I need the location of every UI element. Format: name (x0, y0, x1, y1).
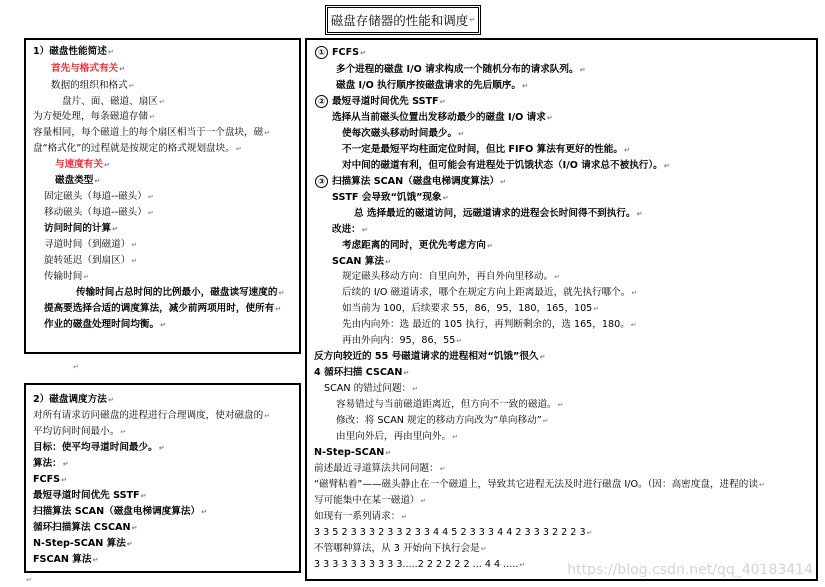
text-line: 总 选择最近的磁道访问，远磁道请求的进程会长时间得不到执行。↵ (354, 208, 643, 219)
text-line-content: 改进： (332, 224, 361, 235)
text-line-content: 旋转延迟（到扇区） (44, 255, 131, 266)
text-line: 对所有请求访问磁盘的进程进行合理调度，使对磁盘的↵ (33, 410, 271, 421)
text-line-content: 算法： (33, 458, 62, 469)
text-line-content: 2）磁盘调度方法 (33, 394, 107, 405)
text-line-content: 首先与格式有关 (51, 63, 119, 74)
text-line: 目标：使平均寻道时间最少。↵ (33, 442, 165, 453)
number-badge: ③ (315, 175, 328, 188)
text-line-content: 与速度有关 (55, 159, 103, 170)
text-line: N-Step-SCAN 算法↵ (33, 538, 133, 549)
text-line: 2）磁盘调度方法↵ (33, 394, 114, 405)
text-line-content: 前述最近寻道算法共同问题： (314, 463, 439, 474)
text-line-content: 平均访问时间最小。 (33, 426, 120, 437)
text-line-content: 最短寻道时间优先 SSTF (332, 96, 439, 107)
text-line-content: N-Step-SCAN (314, 447, 385, 458)
text-line: ① FCFS↵ (315, 45, 366, 61)
text-line: 数据的组织和格式↵ (51, 80, 135, 91)
text-line: SCAN 的错过问题：↵ (324, 383, 419, 394)
text-line-content: 为方便处理，每条磁道存储 (33, 111, 149, 122)
text-line: 扫描算法 SCAN（磁盘电梯调度算法）↵ (33, 506, 207, 517)
text-line: 再由外向内：95，86，55↵ (342, 335, 463, 346)
text-line-content: 循环扫描算法 CSCAN (33, 522, 131, 533)
text-line: 修改：将 SCAN 规定的移动方向改为“单向移动”↵ (336, 415, 549, 426)
text-line: 写可能集中在某一磁道）↵ (314, 495, 427, 506)
text-line-content: 对中间的磁道有利，但可能会有进程处于饥饿状态（I/O 请求总不被执行）。 (342, 160, 663, 171)
text-line: ② 最短寻道时间优先 SSTF↵ (315, 94, 445, 110)
text-line: 循环扫描算法 CSCAN↵ (33, 522, 138, 533)
text-line-content: 不管哪种算法，从 3 开始向下执行会是 (314, 543, 480, 554)
text-line-content: 如现有一系列请求： (314, 511, 401, 522)
text-line-content: 总 选择最近的磁道访问，远磁道请求的进程会长时间得不到执行。 (354, 208, 636, 219)
text-line-content: “磁臂粘着”——磁头静止在一个磁道上，导致其它进程无法及时进行磁盘 I/O。（因：高密度盘，进程的读 (314, 479, 758, 490)
text-line-content: 盘“格式化”的过程就是按规定的格式规划盘块。 (33, 143, 235, 154)
text-line-content: 反方向较近的 55 号磁道请求的进程相对“饥饿”很久 (314, 351, 539, 362)
stray-mark: ↵ (73, 363, 79, 371)
text-line-content: 寻道时间（到磁道） (44, 239, 131, 250)
text-line: 固定磁头（每道--磁头）↵ (44, 191, 154, 202)
text-line: 与速度有关↵ (55, 159, 110, 170)
text-line-content: 容量相同，每个磁道上的每个扇区相当于一个盘块，磁 (33, 127, 264, 138)
text-line-content: 后续的 I/O 磁道请求，哪个在规定方向上距离最近，就先执行哪个。 (342, 287, 631, 298)
text-line: 多个进程的磁盘 I/O 请求构成一个随机分布的请求队列。↵ (336, 64, 586, 75)
stray-mark: ↵ (26, 576, 32, 584)
text-line: N-Step-SCAN↵ (314, 447, 392, 458)
text-line: 首先与格式有关↵ (51, 63, 126, 74)
text-line-content: 规定磁头移动方向：自里向外，再自外向里移动。 (342, 271, 554, 282)
text-line-content: 提高要选择合适的调度算法，减少前两项用时，使所有 (44, 303, 275, 314)
text-line: 寻道时间（到磁道）↵ (44, 239, 138, 250)
watermark: https://blog.csdn.net/qq_40183414 (567, 562, 813, 578)
text-line: 对中间的磁道有利，但可能会有进程处于饥饿状态（I/O 请求总不被执行）。↵ (342, 160, 670, 171)
text-line: 平均访问时间最小。↵ (33, 426, 127, 437)
text-line: 最短寻道时间优先 SSTF↵ (33, 490, 147, 501)
text-line-content: 访问时间的计算 (44, 223, 112, 234)
text-line: 改进：↵ (332, 224, 368, 235)
text-line-content: 扫描算法 SCAN（磁盘电梯调度算法） (33, 506, 201, 517)
text-line: 先由内向外：选 最近的 105 执行，再判断剩余的，选 165，180。↵ (342, 319, 637, 330)
text-line-content: 容易错过与当前磁道距离近，但方向不一致的磁道。 (336, 399, 557, 410)
number-badge: ① (315, 46, 328, 59)
text-line-content: N-Step-SCAN 算法 (33, 538, 126, 549)
text-line-content: 对所有请求访问磁盘的进程进行合理调度，使对磁盘的 (33, 410, 264, 421)
text-line: 盘“格式化”的过程就是按规定的格式规划盘块。↵ (33, 143, 242, 154)
text-line: 如当前为 100，后续要求 55，86，95，180，165，105↵ (342, 303, 600, 314)
text-line-content: FCFS (332, 47, 360, 58)
text-line: 磁盘 I/O 执行顺序按磁盘请求的先后顺序。↵ (336, 80, 528, 91)
text-line: 不一定是最短平均柱面定位时间，但比 FIFO 算法有更好的性能。↵ (342, 144, 630, 155)
text-line-content: 3 3 5 2 3 3 3 2 3 3 2 3 3 4 4 5 2 3 3 3 4 4 2 3 3 3 2 2 2 3 (314, 527, 586, 538)
text-line: 反方向较近的 55 号磁道请求的进程相对“饥饿”很久↵ (314, 351, 546, 362)
number-badge: ② (315, 95, 328, 108)
text-line: 1）磁盘性能简述↵ (33, 46, 114, 57)
text-line: 如现有一系列请求：↵ (314, 511, 408, 522)
text-line-content: 先由内向外：选 最近的 105 执行，再判断剩余的，选 165，180。 (342, 319, 630, 330)
text-line-content: 盘片、面、磁道、扇区 (62, 96, 158, 107)
text-line-content: 传输时间占总时间的比例最小，磁盘读写速度的 (76, 287, 278, 298)
text-line-content: 选择从当前磁头位置出发移动最少的磁盘 I/O 请求 (332, 112, 546, 123)
text-line-content: 固定磁头（每道--磁头） (44, 191, 147, 202)
text-line-content: 考虑距离的同时，更优先考虑方向 (342, 240, 486, 251)
text-line: 考虑距离的同时，更优先考虑方向↵ (342, 240, 493, 251)
text-line-content: 扫描算法 SCAN（磁盘电梯调度算法） (332, 176, 500, 187)
text-line-content: SCAN 算法 (332, 256, 384, 267)
text-line-content: 作业的磁盘处理时间均衡。 (44, 319, 160, 330)
text-line-content: 如当前为 100，后续要求 55，86，95，180，165，105 (342, 303, 593, 314)
text-line: 访问时间的计算↵ (44, 223, 119, 234)
text-line: 后续的 I/O 磁道请求，哪个在规定方向上距离最近，就先执行哪个。↵ (342, 287, 638, 298)
text-line: 为方便处理，每条磁道存储↵ (33, 111, 155, 122)
text-line-content: 使每次磁头移动时间最少。 (342, 128, 458, 139)
text-line-content: 移动磁头（每道--磁头） (44, 207, 147, 218)
text-line: 传输时间↵ (44, 271, 90, 282)
text-line-content: 再由外向内：95，86，55 (342, 335, 456, 346)
text-line: FCFS↵ (33, 474, 67, 485)
page-title-box: 磁盘存储器的性能和调度 ↵ (325, 5, 481, 35)
text-line-content: FCFS (33, 474, 61, 485)
text-line: 移动磁头（每道--磁头）↵ (44, 207, 154, 218)
text-line: 规定磁头移动方向：自里向外，再自外向里移动。↵ (342, 271, 560, 282)
text-line: 磁盘类型↵ (55, 175, 101, 186)
text-line-content: 写可能集中在某一磁道） (314, 495, 420, 506)
text-line-content: 最短寻道时间优先 SSTF (33, 490, 140, 501)
text-line: 使每次磁头移动时间最少。↵ (342, 128, 464, 139)
text-line: 容量相同，每个磁道上的每个扇区相当于一个盘块，磁↵ (33, 127, 271, 138)
text-line: 传输时间占总时间的比例最小，磁盘读写速度的↵ (76, 287, 285, 298)
text-line: 3 3 3 3 3 3 3 3 3 3.....2 2 2 2 2 2 ... 4 4 .....↵ (314, 559, 526, 570)
text-line-content: 4 循环扫描 CSCAN (314, 367, 403, 378)
text-line: FSCAN 算法↵ (33, 554, 99, 565)
text-line-content: 3 3 3 3 3 3 3 3 3 3.....2 2 2 2 2 2 ... 4 4 ..... (314, 559, 519, 570)
text-line-content: 磁盘类型 (55, 175, 94, 186)
text-line: 旋转延迟（到扇区）↵ (44, 255, 138, 266)
text-line-content: SSTF 会导致“饥饿”现象 (332, 192, 442, 203)
text-line-content: 多个进程的磁盘 I/O 请求构成一个随机分布的请求队列。 (336, 64, 579, 75)
text-line: 前述最近寻道算法共同问题：↵ (314, 463, 446, 474)
text-line: 选择从当前磁头位置出发移动最少的磁盘 I/O 请求↵ (332, 112, 553, 123)
text-line-content: 不一定是最短平均柱面定位时间，但比 FIFO 算法有更好的性能。 (342, 144, 623, 155)
text-line: 容易错过与当前磁道距离近，但方向不一致的磁道。↵ (336, 399, 564, 410)
text-line: 不管哪种算法，从 3 开始向下执行会是↵ (314, 543, 487, 554)
text-line-content: 传输时间 (44, 271, 83, 282)
text-line-content: 数据的组织和格式 (51, 80, 128, 91)
text-line: ③ 扫描算法 SCAN（磁盘电梯调度算法）↵ (315, 174, 506, 190)
text-line: SSTF 会导致“饥饿”现象↵ (332, 192, 449, 203)
text-line: 3 3 5 2 3 3 3 2 3 3 2 3 3 4 4 5 2 3 3 3 4 4 2 3 3 3 2 2 2 3↵ (314, 527, 593, 538)
text-line-content: 目标：使平均寻道时间最少。 (33, 442, 158, 453)
text-line: 作业的磁盘处理时间均衡。↵ (44, 319, 166, 330)
text-line: “磁臂粘着”——磁头静止在一个磁道上，导致其它进程无法及时进行磁盘 I/O。（因：高密度盘，进程的读↵ (314, 479, 765, 490)
text-line-content: 磁盘 I/O 执行顺序按磁盘请求的先后顺序。 (336, 80, 522, 91)
text-line: 提高要选择合适的调度算法，减少前两项用时，使所有↵ (44, 303, 282, 314)
text-line: 4 循环扫描 CSCAN↵ (314, 367, 410, 378)
page-title: 磁盘存储器的性能和调度 (330, 13, 469, 28)
text-line: 盘片、面、磁道、扇区↵ (62, 96, 165, 107)
text-line-content: FSCAN 算法 (33, 554, 92, 565)
text-line-content: 修改：将 SCAN 规定的移动方向改为“单向移动” (336, 415, 542, 426)
text-line: 算法：↵ (33, 458, 69, 469)
text-line: SCAN 算法↵ (332, 256, 391, 267)
text-line-content: SCAN 的错过问题： (324, 383, 412, 394)
text-line-content: 由里向外后，再由里向外。 (336, 431, 452, 442)
text-line-content: 1）磁盘性能简述 (33, 46, 107, 57)
text-line: 由里向外后，再由里向外。↵ (336, 431, 458, 442)
